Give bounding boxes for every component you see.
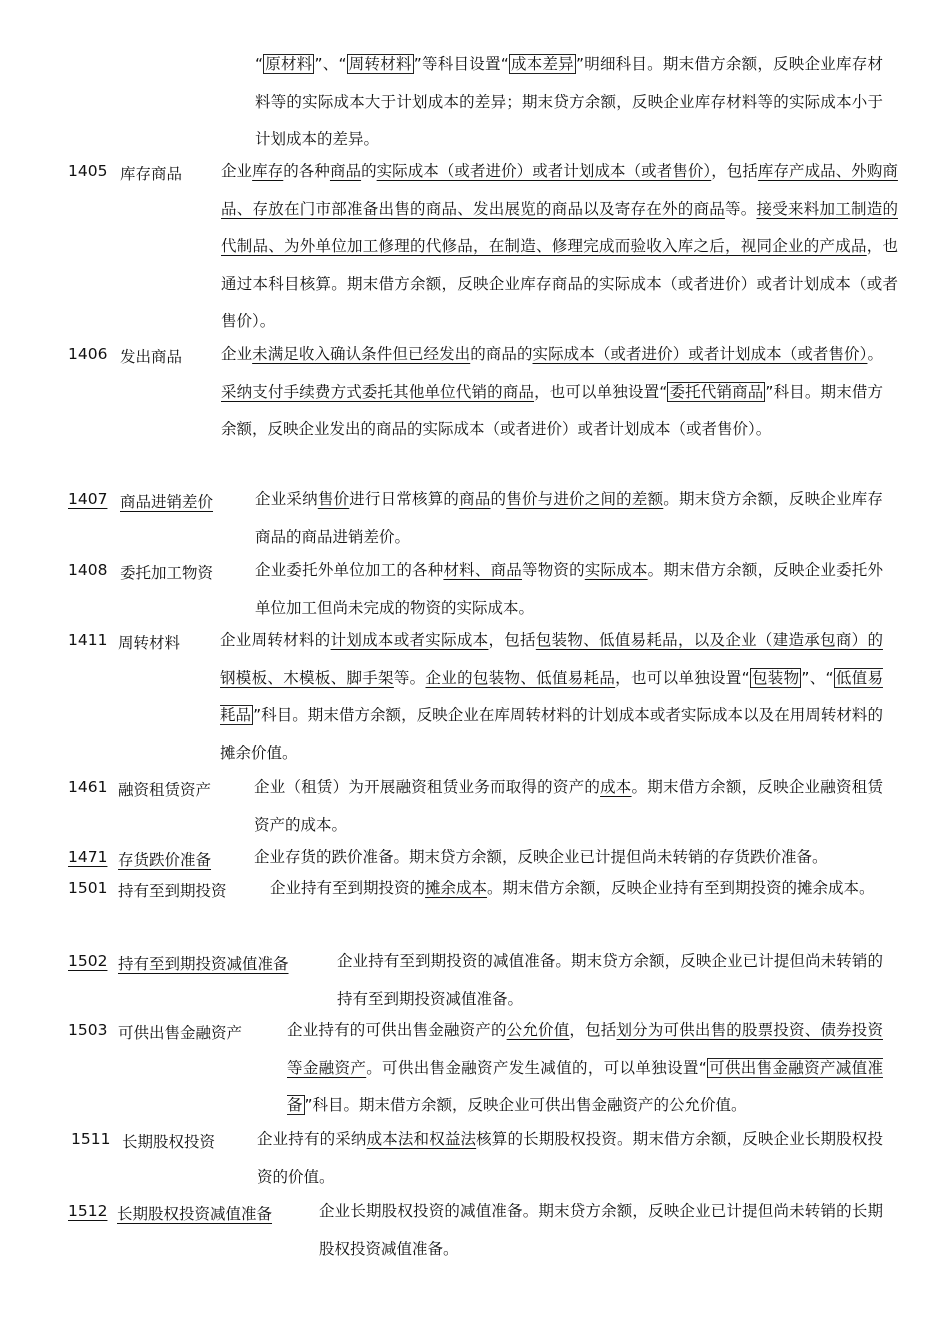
underlined-term: 材料、商品 xyxy=(443,561,522,579)
entry-description xyxy=(220,622,883,772)
underlined-term: 实际成本 xyxy=(584,561,648,579)
boxed-term: 包装物 xyxy=(751,668,800,687)
underlined-term: 计划成本或者实际成本 xyxy=(330,631,489,649)
text-run: 。期末借方余额，反映企业融资租赁资产的成本。 xyxy=(254,778,883,834)
entry-description xyxy=(255,481,883,556)
subject-name: 商品进销差价 xyxy=(120,493,214,511)
subject-name: 持有至到期投资减值准备 xyxy=(118,955,289,973)
text-run: 的各种 xyxy=(283,162,330,180)
subject-name: 存货跌价准备 xyxy=(118,851,212,869)
underlined-term: 划分为可供出售的股票投资、债券投资等金融资产 xyxy=(287,1021,883,1077)
text-run: 的商品的 xyxy=(470,345,533,363)
text-run: ，包括 xyxy=(711,162,758,180)
text-run: ”科目。期末借方余额，反映企业可供出售金融资产的公允价值。 xyxy=(304,1096,747,1114)
subject-name: 长期股权投资 xyxy=(122,1133,216,1151)
text-run: 的 xyxy=(490,490,507,508)
underlined-term: 商品 xyxy=(459,490,491,508)
entry-description xyxy=(255,46,883,159)
entry-description xyxy=(337,943,883,1018)
text-run: 企业持有至到期投资的减值准备。期末贷方余额，反映企业已计提但尚未转销的持有至到期投资减值准备。 xyxy=(337,952,883,1008)
text-run: ”科目。期末借方余额，反映企业发出的商品的实际成本（或者进价）或者计划成本（或者售价）。 xyxy=(221,382,884,438)
text-run: 企业采纳 xyxy=(255,490,318,508)
subject-code: 1411 xyxy=(68,631,108,649)
boxed-term: 可供出售金融资产减值准备 xyxy=(287,1058,883,1114)
text-run: 等。 xyxy=(724,199,757,218)
entry-description xyxy=(221,153,898,341)
text-run: 企业（租赁）为开展融资租赁业务而取得的资产的 xyxy=(254,778,601,796)
subject-name: 长期股权投资减值准备 xyxy=(117,1205,273,1223)
underlined-term: 接受来料加工制造的代制品、为外单位加工修理的代修品，在制造、修理完成而验收入库之后，视同企业的产成品 xyxy=(221,199,898,255)
entry-description xyxy=(287,1012,883,1125)
text-run: 企业持有的可供出售金融资产的 xyxy=(287,1021,507,1039)
subject-code: 1406 xyxy=(68,345,108,363)
text-run: ，也可以单独设置“ xyxy=(615,668,750,687)
entry-description xyxy=(319,1193,883,1268)
text-run: 进行日常核算的 xyxy=(349,490,460,508)
text-run: ，也通过本科目核算。期末借方余额，反映企业库存商品的实际成本（或者进价）或者计划成本（或者售价）。 xyxy=(221,237,898,330)
subject-code: 1407 xyxy=(68,490,108,508)
text-run: 等物资的 xyxy=(521,561,585,579)
subject-name: 融资租赁资产 xyxy=(118,781,212,799)
entry-description xyxy=(221,336,883,449)
subject-code: 1511 xyxy=(71,1130,111,1148)
text-run: ”明细科目。期末借方余额，反映企业库存材料等的实际成本大于计划成本的差异；期末贷方余额，反映企业库存材料等的实际成本小于计划成本的差异。 xyxy=(255,55,883,148)
text-run: ，包括 xyxy=(488,631,536,649)
subject-code: 1408 xyxy=(68,561,108,579)
underlined-term: 售价与进价之间的差额 xyxy=(506,490,664,508)
subject-name: 周转材料 xyxy=(118,634,181,652)
text-run: 企业 xyxy=(221,345,253,363)
text-run: ”科目。期末借方余额，反映企业在库周转材料的计划成本或者实际成本以及在用周转材料的摊余价值。 xyxy=(220,706,883,762)
text-run: ，包括 xyxy=(569,1021,617,1039)
subject-code: 1502 xyxy=(68,952,108,970)
text-run: ”、“ xyxy=(314,55,347,73)
underlined-term: 库存产成品、外购商品、存放在门市部准备出售的商品、发出展览的商品以及寄存在外的商品 xyxy=(221,162,898,218)
boxed-term: 成本差异 xyxy=(510,55,574,73)
text-run: 的 xyxy=(361,162,377,180)
entry-description xyxy=(270,870,883,908)
boxed-term: 原材料 xyxy=(265,55,313,73)
text-run: 企业持有至到期投资的 xyxy=(270,879,426,897)
subject-name: 委托加工物资 xyxy=(120,564,214,582)
entry-description xyxy=(254,769,883,844)
underlined-term: 未满足收入确认条件但已经发出 xyxy=(252,345,471,363)
text-run: ”、“ xyxy=(801,668,834,687)
text-run: 企业存货的跌价准备。期末贷方余额，反映企业已计提但尚未转销的存货跌价准备。 xyxy=(254,848,828,866)
text-run: 企业长期股权投资的减值准备。期末贷方余额，反映企业已计提但尚未转销的长期股权投资减值准备。 xyxy=(319,1202,883,1258)
subject-code: 1503 xyxy=(68,1021,108,1039)
underlined-term: 摊余成本 xyxy=(425,879,488,897)
boxed-term: 委托代销商品 xyxy=(669,382,764,401)
text-run: 。期末贷方余额，反映企业库存商品的商品进销差价。 xyxy=(255,490,883,546)
text-run: 核算的长期股权投资。期末借方余额，反映企业长期股权投资的价值。 xyxy=(257,1130,883,1186)
subject-name: 发出商品 xyxy=(120,348,183,366)
text-run: 。可供出售金融资产发生减值的，可以单独设置“ xyxy=(366,1058,707,1077)
subject-name: 可供出售金融资产 xyxy=(118,1024,243,1042)
boxed-term: 低值易耗品 xyxy=(220,668,883,724)
entry-description xyxy=(257,1121,883,1196)
underlined-term: 实际成本（或者进价）或者计划成本（或者售价） xyxy=(532,345,868,363)
text-run: ”等科目设置“ xyxy=(413,55,509,73)
underlined-term: 企业的包装物、低值易耗品 xyxy=(425,668,616,687)
underlined-term: 成本 xyxy=(600,778,632,796)
subject-name: 库存商品 xyxy=(120,165,183,183)
underlined-term: 成本法和权益法 xyxy=(366,1130,477,1148)
underlined-term: 采纳支付手续费方式委托其他单位代销的商品 xyxy=(221,382,535,401)
entry-description xyxy=(255,552,883,627)
text-run: 等。 xyxy=(393,668,426,687)
subject-name: 持有至到期投资 xyxy=(118,882,227,900)
text-run: 。期末借方余额，反映企业委托外单位加工但尚未完成的物资的实际成本。 xyxy=(255,561,883,617)
subject-code: 1405 xyxy=(68,162,108,180)
text-run: ，也可以单独设置“ xyxy=(534,382,668,401)
subject-code: 1512 xyxy=(68,1202,108,1220)
underlined-term: 实际成本（或者进价）或者计划成本（或者售价） xyxy=(376,162,712,180)
underlined-term: 库存 xyxy=(252,162,284,180)
subject-code: 1471 xyxy=(68,848,108,866)
text-run: 。 xyxy=(867,345,883,363)
underlined-term: 商品 xyxy=(329,162,362,180)
text-run: 企业委托外单位加工的各种 xyxy=(255,561,444,579)
underlined-term: 售价 xyxy=(317,490,350,508)
text-run: 企业周转材料的 xyxy=(220,631,331,649)
text-run: “ xyxy=(255,55,264,73)
underlined-term: 包装物、低值易耗品，以及企业（建造承包商）的钢模板、木模板、脚手架 xyxy=(220,631,883,687)
boxed-term: 周转材料 xyxy=(348,55,412,73)
text-run: 。期末借方余额，反映企业持有至到期投资的摊余成本。 xyxy=(487,879,875,897)
subject-code: 1501 xyxy=(68,879,108,897)
underlined-term: 公允价值 xyxy=(506,1021,570,1039)
text-run: 企业 xyxy=(221,162,253,180)
subject-code: 1461 xyxy=(68,778,108,796)
text-run: 企业持有的采纳 xyxy=(257,1130,367,1148)
